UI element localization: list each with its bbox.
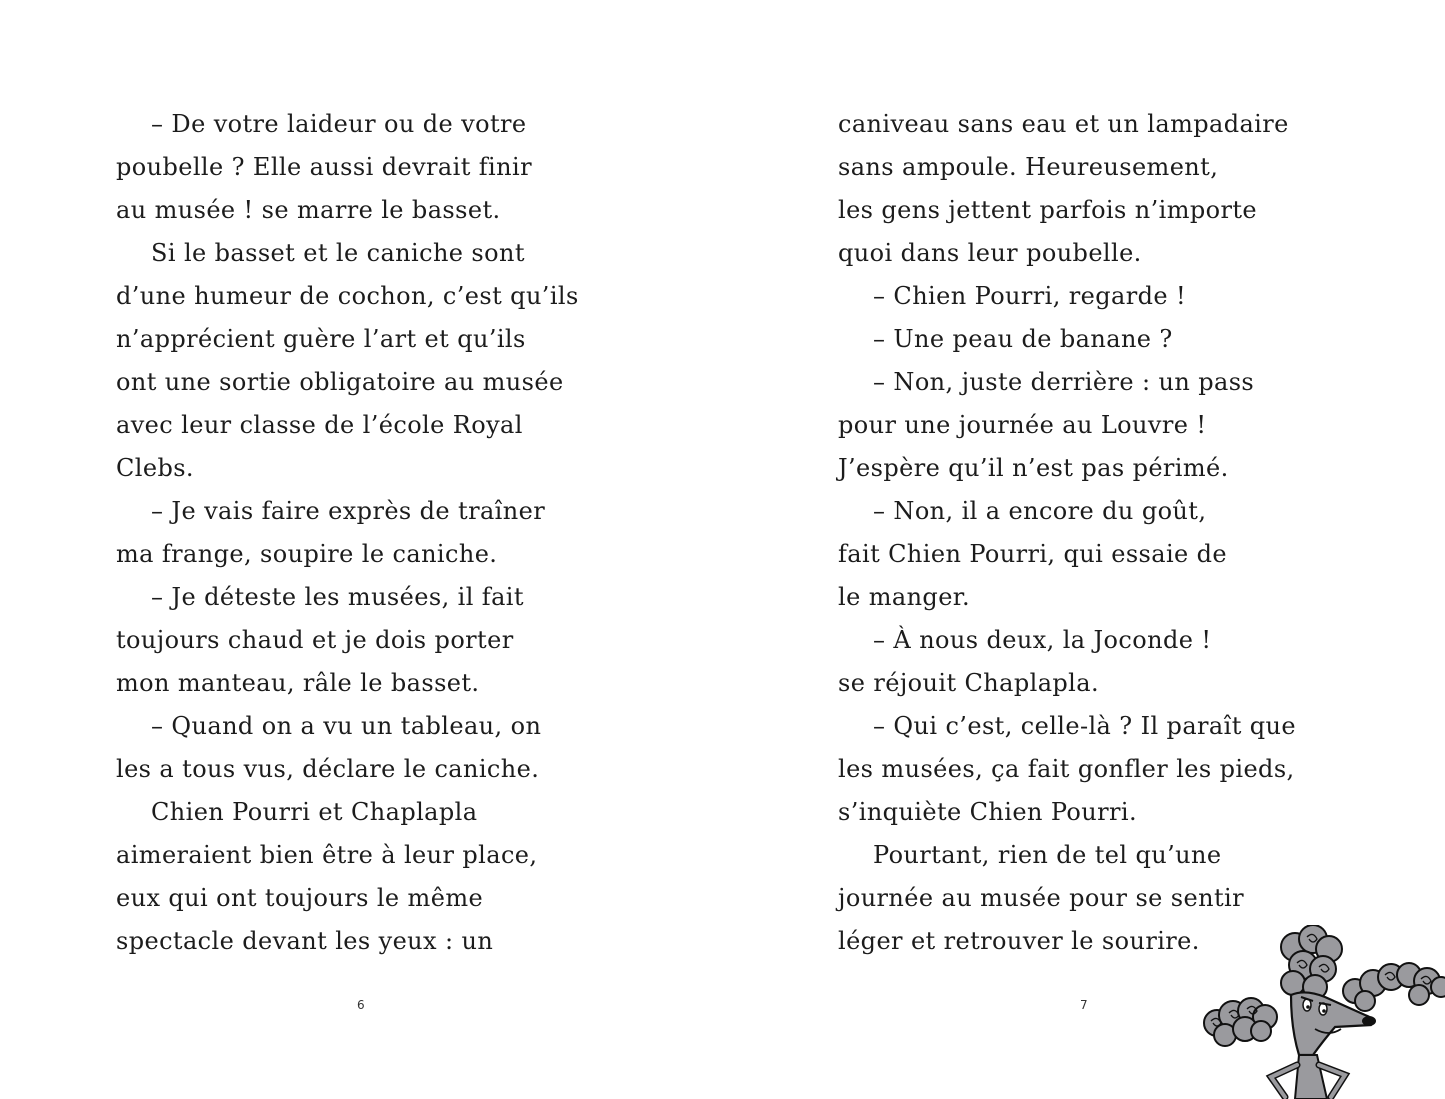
left-page-text: [116, 103, 716, 963]
text-line: sans ampoule. Heureusement,: [838, 153, 1219, 181]
text-line: Chien Pourri et Chaplapla: [151, 798, 478, 826]
page-number-right: 7: [1080, 998, 1088, 1012]
text-line: pour une journée au Louvre !: [838, 411, 1207, 439]
text-line: caniveau sans eau et un lampadaire: [838, 110, 1289, 138]
text-line: poubelle ? Elle aussi devrait finir: [116, 153, 532, 181]
text-line: Pourtant, rien de tel qu’une: [873, 841, 1222, 869]
text-line: ont une sortie obligatoire au musée: [116, 368, 564, 396]
text-line: J’espère qu’il n’est pas périmé.: [838, 454, 1229, 482]
text-line: Si le basset et le caniche sont: [151, 239, 525, 267]
text-line: – De votre laideur ou de votre: [151, 110, 527, 138]
text-line: s’inquiète Chien Pourri.: [838, 798, 1137, 826]
poodle-illustration: [1195, 925, 1445, 1099]
text-line: les gens jettent parfois n’importe: [838, 196, 1258, 224]
text-line: – Non, juste derrière : un pass: [873, 368, 1255, 396]
text-line: aimeraient bien être à leur place,: [116, 841, 538, 869]
text-line: – Non, il a encore du goût,: [873, 497, 1207, 525]
text-line: – Quand on a vu un tableau, on: [151, 712, 542, 740]
text-line: journée au musée pour se sentir: [838, 884, 1244, 912]
text-line: n’apprécient guère l’art et qu’ils: [116, 325, 526, 353]
text-line: fait Chien Pourri, qui essaie de: [838, 540, 1228, 568]
text-line: spectacle devant les yeux : un: [116, 927, 494, 955]
text-line: se réjouit Chaplapla.: [838, 669, 1099, 697]
text-line: – Je vais faire exprès de traîner: [151, 497, 546, 525]
text-line: au musée ! se marre le basset.: [116, 196, 501, 224]
text-line: les musées, ça fait gonfler les pieds,: [838, 755, 1295, 783]
text-line: Clebs.: [116, 454, 194, 482]
text-line: avec leur classe de l’école Royal: [116, 411, 523, 439]
text-line: quoi dans leur poubelle.: [838, 239, 1142, 267]
text-line: – Je déteste les musées, il fait: [151, 583, 524, 611]
text-line: mon manteau, râle le basset.: [116, 669, 480, 697]
text-line: léger et retrouver le sourire.: [838, 927, 1200, 955]
text-line: eux qui ont toujours le même: [116, 884, 484, 912]
page-number-left: 6: [357, 998, 365, 1012]
text-line: ma frange, soupire le caniche.: [116, 540, 498, 568]
text-line: – Qui c’est, celle-là ? Il paraît que: [873, 712, 1296, 740]
text-line: – Une peau de banane ?: [873, 325, 1173, 353]
text-line: les a tous vus, déclare le caniche.: [116, 755, 540, 783]
text-line: – À nous deux, la Joconde !: [873, 626, 1212, 654]
text-line: – Chien Pourri, regarde !: [873, 282, 1187, 310]
text-line: d’une humeur de cochon, c’est qu’ils: [116, 282, 579, 310]
text-line: toujours chaud et je dois porter: [116, 626, 514, 654]
text-line: le manger.: [838, 583, 971, 611]
right-page-text: [838, 103, 1398, 963]
